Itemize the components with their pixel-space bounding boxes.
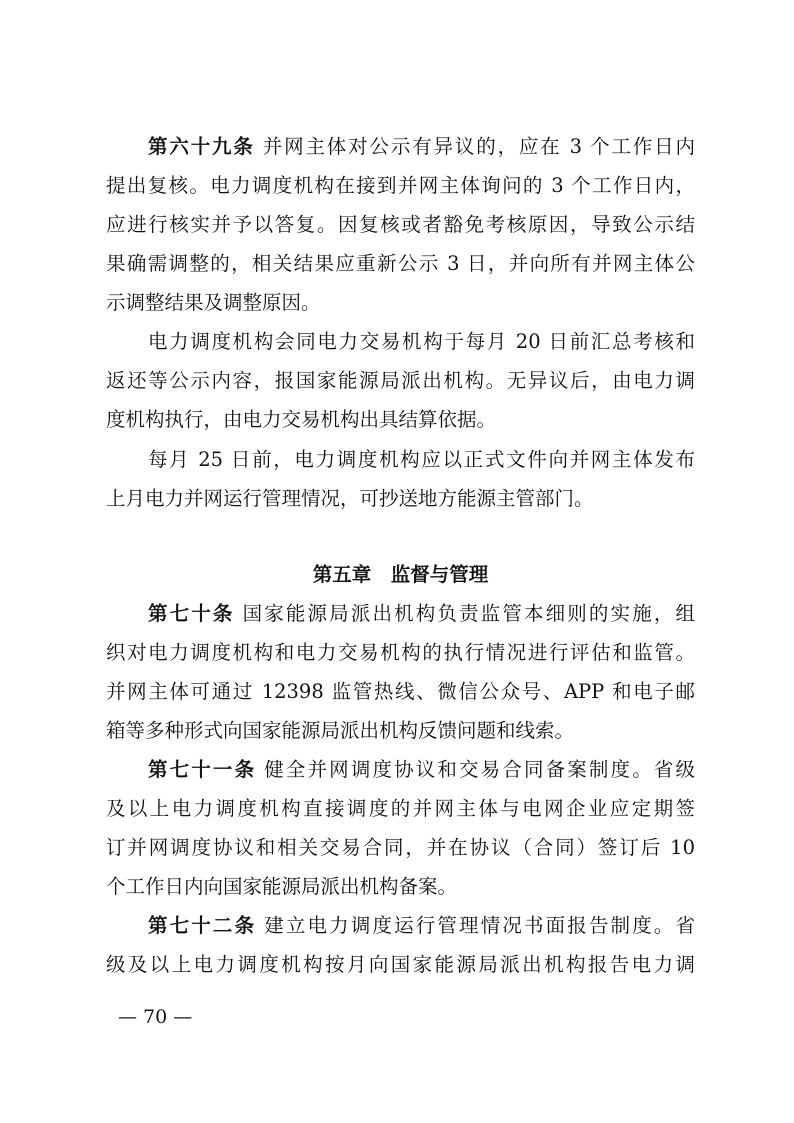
article-72-line-1: 第七十二条 建立电力调度运行管理情况书面报告制度。省: [148, 914, 695, 937]
article-69-line-4: 果确需调整的，相关结果应重新公示 3 日，并向所有并网主体公: [106, 252, 695, 275]
article-71-label: 第七十一条: [148, 758, 257, 781]
paragraph-settlement-line-2: 返还等公示内容，报国家能源局派出机构。无异议后，由电力调: [106, 369, 695, 392]
article-70-line-4: 箱等多种形式向国家能源局派出机构反馈问题和线索。: [106, 719, 575, 742]
article-70-line-2: 织对电力调度机构和电力交易机构的执行情况进行评估和监管。: [106, 641, 695, 664]
article-71-line-3: 订并网调度协议和相关交易合同，并在协议（合同）签订后 10: [106, 836, 695, 859]
article-70-label: 第七十条: [148, 602, 235, 625]
article-72-label: 第七十二条: [148, 914, 257, 937]
chapter-heading: 第五章 监督与管理: [312, 563, 489, 586]
paragraph-settlement-line-1: 电力调度机构会同电力交易机构于每月 20 日前汇总考核和: [148, 330, 695, 353]
article-70-line-1: 第七十条 国家能源局派出机构负责监管本细则的实施，组: [148, 602, 695, 625]
paragraph-settlement-line-3: 度机构执行，由电力交易机构出具结算依据。: [106, 408, 497, 431]
article-69-label: 第六十九条: [148, 135, 255, 158]
article-69-line-3: 应进行核实并予以答复。因复核或者豁免考核原因，导致公示结: [106, 213, 695, 236]
article-71-line-4: 个工作日内向国家能源局派出机构备案。: [106, 875, 458, 898]
article-72-line-2: 级及以上电力调度机构按月向国家能源局派出机构报告电力调: [106, 953, 695, 976]
paragraph-monthly-report-line-2: 上月电力并网运行管理情况，可抄送地方能源主管部门。: [106, 487, 594, 510]
paragraph-monthly-report-line-1: 每月 25 日前，电力调度机构应以正式文件向并网主体发布: [148, 448, 695, 471]
page-number: — 70 —: [118, 1006, 193, 1028]
article-69-line-2: 提出复核。电力调度机构在接到并网主体询问的 3 个工作日内，: [106, 174, 695, 197]
article-71-line-2: 及以上电力调度机构直接调度的并网主体与电网企业应定期签: [106, 797, 695, 820]
article-69-line-5: 示调整结果及调整原因。: [106, 291, 321, 314]
article-69-line-1: 第六十九条 并网主体对公示有异议的，应在 3 个工作日内: [148, 135, 695, 158]
article-70-line-3: 并网主体可通过 12398 监管热线、微信公众号、APP 和电子邮: [106, 680, 695, 703]
article-71-line-1: 第七十一条 健全并网调度协议和交易合同备案制度。省级: [148, 758, 695, 781]
